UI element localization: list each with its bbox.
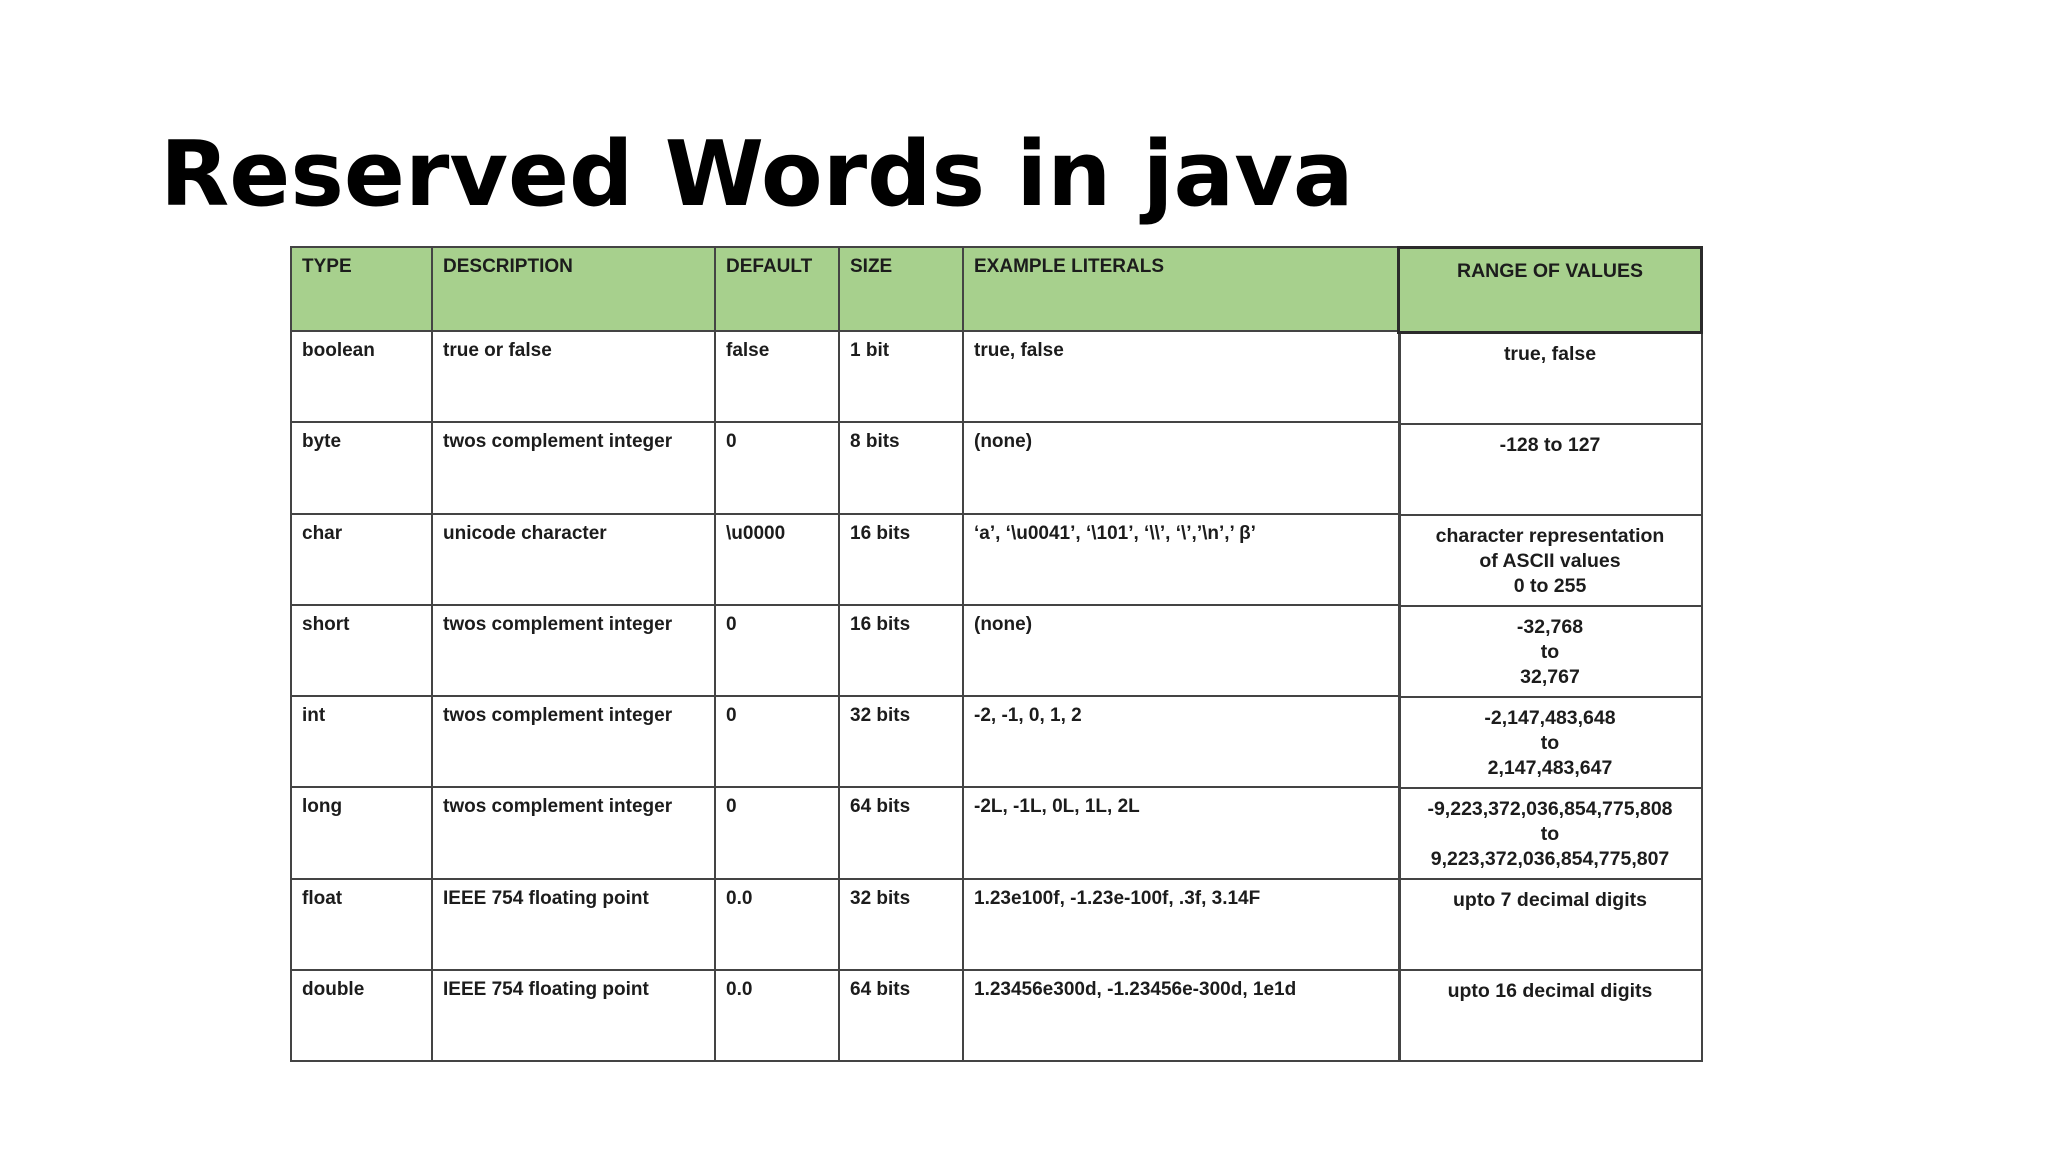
range-row <box>1399 515 1702 606</box>
range-header-row <box>1399 248 1702 333</box>
cell-size: 32 bits <box>839 696 963 787</box>
cell-example-literals: -2, -1, 0, 1, 2 <box>963 696 1400 787</box>
table-row <box>291 696 1400 787</box>
cell-example-literals: ‘a’, ‘\u0041’, ‘\101’, ‘\\’, ‘\’,’\n’,’ β’ <box>963 514 1400 605</box>
table-row <box>291 879 1400 970</box>
cell-description: twos complement integer <box>432 696 715 787</box>
cell-description: IEEE 754 floating point <box>432 970 715 1061</box>
cell-default: 0.0 <box>715 970 839 1061</box>
table-row <box>291 970 1400 1061</box>
cell-size: 32 bits <box>839 879 963 970</box>
cell-range <box>1399 333 1702 424</box>
cell-range <box>1399 697 1702 788</box>
cell-default: false <box>715 331 839 422</box>
cell-default: 0 <box>715 787 839 878</box>
header-example-literals: EXAMPLE LITERALS <box>963 247 1400 331</box>
range-row <box>1399 606 1702 697</box>
range-line: 0 to 255 <box>1513 574 1587 597</box>
cell-range <box>1399 515 1702 606</box>
table-row <box>291 331 1400 422</box>
header-type: TYPE <box>291 247 432 331</box>
range-line: -9,223,372,036,854,775,808 <box>1427 797 1673 820</box>
range-line: 2,147,483,647 <box>1487 756 1613 779</box>
header-size: SIZE <box>839 247 963 331</box>
range-line: 9,223,372,036,854,775,807 <box>1430 847 1670 870</box>
range-row <box>1399 879 1702 970</box>
range-line: to <box>1540 822 1560 845</box>
range-line: of ASCII values <box>1479 549 1621 572</box>
cell-example-literals: true, false <box>963 331 1400 422</box>
range-line: 32,767 <box>1520 665 1580 688</box>
range-line: upto 16 decimal digits <box>1447 979 1653 1002</box>
header-default: DEFAULT <box>715 247 839 331</box>
cell-type: double <box>291 970 432 1061</box>
cell-range <box>1399 606 1702 697</box>
cell-description: twos complement integer <box>432 787 715 878</box>
data-types-table-container <box>290 246 1700 1062</box>
cell-range <box>1399 424 1702 515</box>
cell-range <box>1399 879 1702 970</box>
table-row <box>291 605 1400 696</box>
range-row <box>1399 788 1702 879</box>
cell-size: 16 bits <box>839 605 963 696</box>
cell-type: float <box>291 879 432 970</box>
table-row <box>291 514 1400 605</box>
table-row <box>291 422 1400 513</box>
table-row <box>291 787 1400 878</box>
cell-default: \u0000 <box>715 514 839 605</box>
cell-example-literals: (none) <box>963 422 1400 513</box>
cell-type: byte <box>291 422 432 513</box>
cell-default: 0.0 <box>715 879 839 970</box>
range-line: -2,147,483,648 <box>1484 706 1616 729</box>
table-header-row <box>291 247 1400 331</box>
cell-description: IEEE 754 floating point <box>432 879 715 970</box>
cell-description: twos complement integer <box>432 422 715 513</box>
range-line: upto 7 decimal digits <box>1453 888 1647 911</box>
cell-example-literals: 1.23e100f, -1.23e-100f, .3f, 3.14F <box>963 879 1400 970</box>
cell-description: true or false <box>432 331 715 422</box>
cell-example-literals: -2L, -1L, 0L, 1L, 2L <box>963 787 1400 878</box>
range-row <box>1399 333 1702 424</box>
header-range-of-values: RANGE OF VALUES <box>1399 248 1702 333</box>
data-types-table <box>290 246 1401 1062</box>
cell-example-literals: 1.23456e300d, -1.23456e-300d, 1e1d <box>963 970 1400 1061</box>
cell-range <box>1399 788 1702 879</box>
cell-type: long <box>291 787 432 878</box>
range-of-values-table <box>1397 246 1703 1062</box>
range-line: to <box>1540 731 1560 754</box>
cell-default: 0 <box>715 696 839 787</box>
range-line: -32,768 <box>1516 615 1584 638</box>
range-line: -128 to 127 <box>1499 433 1601 456</box>
cell-type: int <box>291 696 432 787</box>
cell-size: 8 bits <box>839 422 963 513</box>
cell-type: char <box>291 514 432 605</box>
cell-size: 1 bit <box>839 331 963 422</box>
cell-type: boolean <box>291 331 432 422</box>
range-row <box>1399 697 1702 788</box>
cell-size: 64 bits <box>839 970 963 1061</box>
slide-title: Reserved Words in java <box>160 122 1354 227</box>
cell-size: 64 bits <box>839 787 963 878</box>
range-row <box>1399 424 1702 515</box>
cell-default: 0 <box>715 422 839 513</box>
range-line: character representation <box>1435 524 1665 547</box>
cell-description: twos complement integer <box>432 605 715 696</box>
range-row <box>1399 970 1702 1061</box>
range-line: to <box>1540 640 1560 663</box>
cell-type: short <box>291 605 432 696</box>
cell-size: 16 bits <box>839 514 963 605</box>
cell-range <box>1399 970 1702 1061</box>
cell-description: unicode character <box>432 514 715 605</box>
header-description: DESCRIPTION <box>432 247 715 331</box>
cell-default: 0 <box>715 605 839 696</box>
range-line: true, false <box>1503 343 1597 365</box>
cell-example-literals: (none) <box>963 605 1400 696</box>
